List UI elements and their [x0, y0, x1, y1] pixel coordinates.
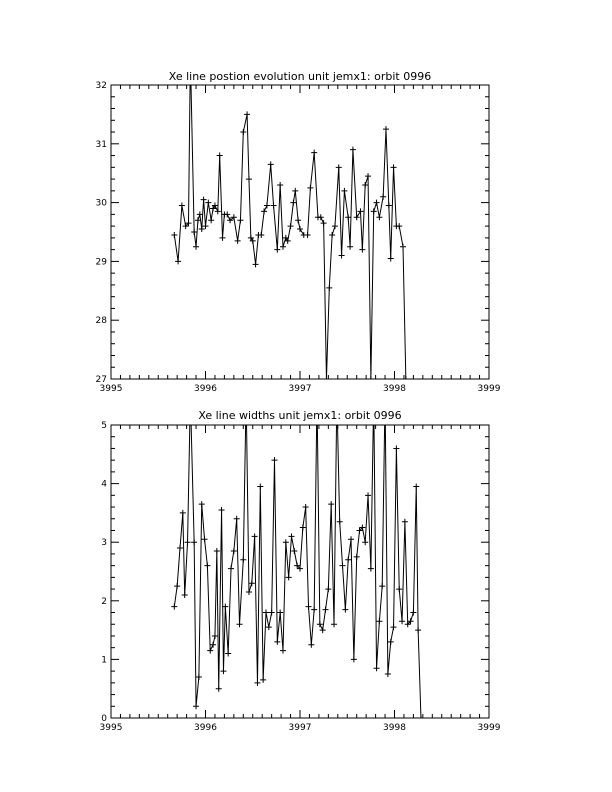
y-tick-label: 2: [101, 596, 107, 607]
x-tick-label: 3995: [99, 384, 123, 394]
x-tick-label: 3998: [383, 384, 406, 394]
y-tick-label: 28: [95, 316, 107, 327]
y-tick-label: 1: [101, 655, 107, 666]
y-tick-label: 30: [95, 198, 107, 209]
y-tick-label: 4: [101, 479, 107, 490]
y-tick-label: 32: [95, 81, 107, 91]
x-tick-label: 3997: [288, 384, 312, 394]
x-tick-label: 3999: [477, 723, 501, 733]
x-tick-label: 3998: [383, 723, 406, 733]
y-tick-label: 5: [101, 421, 107, 431]
x-tick-label: 3996: [194, 384, 217, 394]
chart-title: Xe line widths unit jemx1: orbit 0996: [198, 409, 402, 422]
y-tick-label: 0: [101, 714, 107, 724]
x-tick-label: 3997: [288, 723, 312, 733]
x-tick-label: 3995: [99, 723, 123, 733]
chart-title: Xe line postion evolution unit jemx1: orbit 0996: [168, 70, 432, 83]
y-tick-label: 31: [95, 139, 107, 150]
y-tick-label: 3: [101, 538, 107, 549]
y-tick-label: 29: [95, 257, 107, 268]
x-tick-label: 3999: [477, 384, 501, 394]
x-tick-label: 3996: [194, 723, 217, 733]
y-tick-label: 27: [95, 375, 107, 385]
